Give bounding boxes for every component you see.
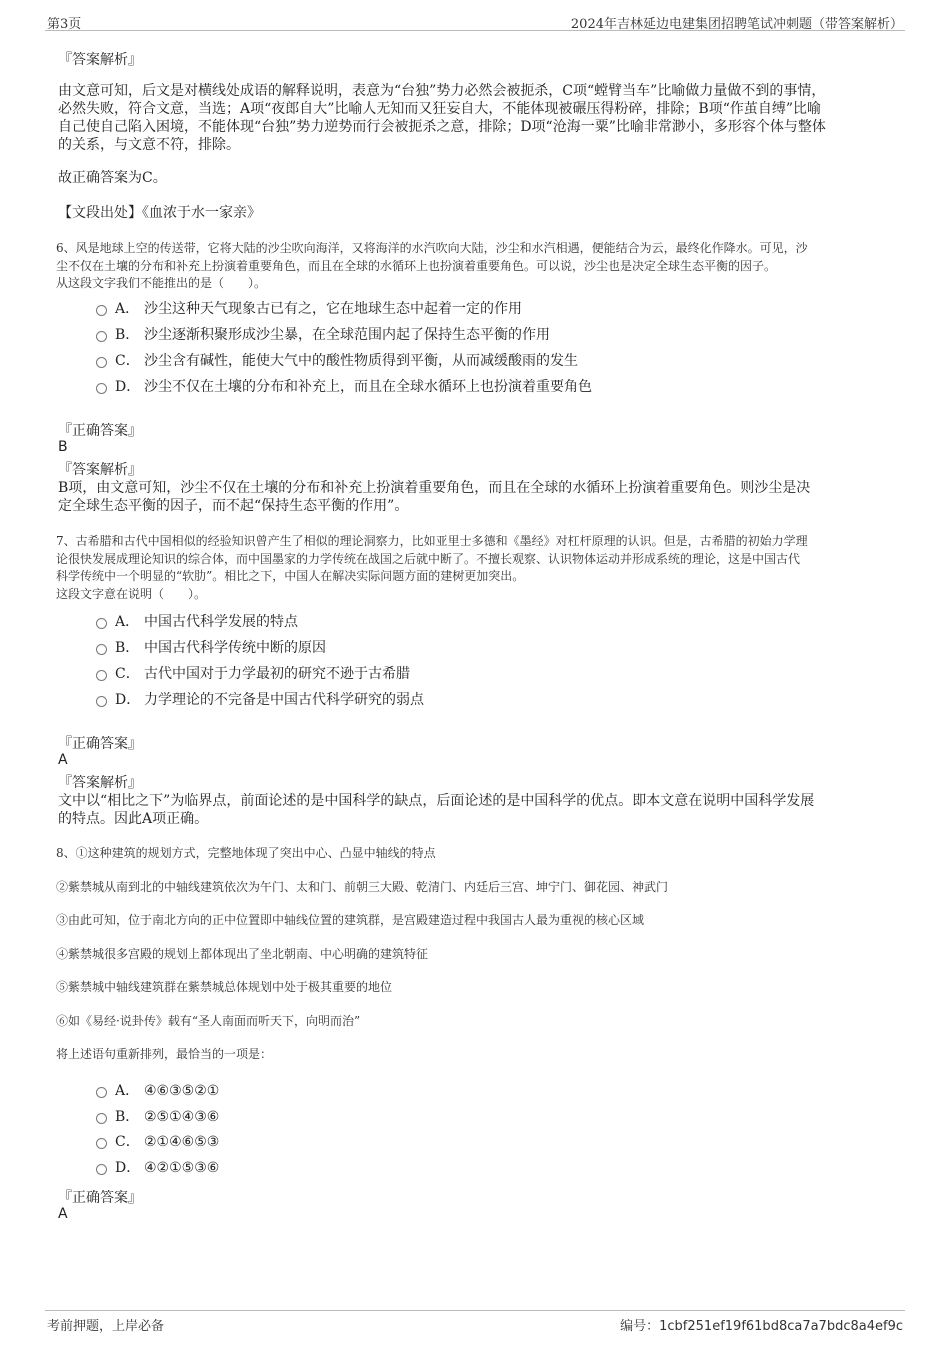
q5-analysis-line: 由文意可知，后文是对横线处成语的解释说明，表意为“台独”势力必然会被扼杀，C项“螳臂当车”比喻做力量做不到的事情，	[58, 83, 826, 99]
option-letter: A．	[115, 614, 140, 630]
q6-analysis-line: 定全球生态平衡的因子，而不起“保持生态平衡的作用”。	[58, 498, 409, 514]
document-code-value: 1cbf251ef19f61bd8ca7a7bdc8a4ef9c	[659, 1319, 903, 1334]
document-title: 2024年吉林延边电建集团招聘笔试冲刺题（带答案解析）	[570, 17, 903, 32]
q8-sentence-5: ⑤紫禁城中轴线建筑群在紫禁城总体规划中处于极其重要的地位	[56, 980, 393, 994]
q6-analysis	[58, 479, 898, 515]
q7-answer-label: 『正确答案』	[58, 736, 142, 752]
radio-icon[interactable]	[96, 696, 107, 707]
page-footer	[45, 1310, 905, 1335]
option-text: 古代中国对于力学最初的研究不逊于古希腊	[144, 666, 410, 682]
option-text: 力学理论的不完备是中国古代科学研究的弱点	[144, 692, 424, 708]
q6-analysis-label: 『答案解析』	[58, 462, 142, 478]
option-letter: D．	[115, 379, 141, 395]
radio-icon[interactable]	[96, 1087, 107, 1098]
option-text: 中国古代科学发展的特点	[144, 614, 298, 630]
option-letter: B．	[115, 327, 140, 343]
option-letter: A．	[115, 301, 140, 317]
q6-stem-line: 从这段文字我们不能推出的是（ ）。	[56, 276, 267, 290]
radio-icon[interactable]	[96, 383, 107, 394]
document-code	[620, 1315, 903, 1334]
radio-icon[interactable]	[96, 305, 107, 316]
q8-sentence-3: ③由此可知，位于南北方向的正中位置即中轴线位置的建筑群，是宫殿建造过程中我国古人最为重视的核心区域	[56, 913, 645, 927]
option-text: 沙尘这种天气现象古已有之，它在地球生态中起着一定的作用	[144, 301, 522, 317]
q8-sentence-1: 8、①这种建筑的规划方式，完整地体现了突出中心、凸显中轴线的特点	[56, 846, 436, 860]
radio-icon[interactable]	[96, 670, 107, 681]
option-text: 沙尘不仅在土壤的分布和补充上，而且在全球水循环上也扮演着重要角色	[144, 379, 592, 395]
q5-analysis-line: 的关系，与文意不符，排除。	[58, 137, 240, 153]
q7-answer: A	[58, 752, 68, 768]
option-letter: C．	[115, 666, 140, 682]
q7-stem-line: 这段文字意在说明（ ）。	[56, 586, 207, 601]
option-letter: C．	[115, 1134, 140, 1150]
q5-analysis-line: 自己使自己陷入困境，不能体现“台独”势力逆势而行会被扼杀之意，排除；D项“沧海一粟”比喻非常渺小，多形容个体与整体	[58, 119, 826, 135]
option-letter: D．	[115, 1160, 141, 1176]
option-letter: D．	[115, 692, 141, 708]
q7-analysis-label: 『答案解析』	[58, 775, 142, 791]
q8-answer: A	[58, 1206, 68, 1222]
document-code-label: 编号：	[620, 1319, 660, 1334]
radio-icon[interactable]	[96, 1138, 107, 1149]
q7-analysis-line: 的特点。因此A项正确。	[58, 811, 209, 827]
q6-answer: B	[58, 439, 68, 455]
option-letter: A．	[115, 1083, 140, 1099]
radio-icon[interactable]	[96, 1164, 107, 1175]
option-text: 沙尘逐渐积聚形成沙尘暴，在全球范围内起了保持生态平衡的作用	[144, 327, 550, 343]
radio-icon[interactable]	[96, 357, 107, 368]
radio-icon[interactable]	[96, 644, 107, 655]
q7-stem-line: 科学传统中一个明显的“软肋”。相比之下，中国人在解决实际问题方面的建树更加突出。	[56, 569, 525, 583]
option-text: ②①④⑥⑤③	[144, 1134, 220, 1150]
q8-sentence-6: ⑥如《易经·说卦传》载有“圣人南面而听天下，向明而治”	[56, 1014, 361, 1028]
radio-icon[interactable]	[96, 618, 107, 629]
option-text: ④②①⑤③⑥	[144, 1160, 220, 1176]
option-text: ④⑥③⑤②①	[144, 1083, 220, 1099]
option-text: 沙尘含有碱性，能使大气中的酸性物质得到平衡，从而减缓酸雨的发生	[144, 353, 578, 369]
q8-prompt: 将上述语句重新排列，最恰当的一项是：	[56, 1047, 273, 1061]
footer-slogan: 考前押题，上岸必备	[47, 1319, 165, 1334]
q6-stem-line: 6、风是地球上空的传送带，它将大陆的沙尘吹向海洋，又将海洋的水汽吹向大陆，沙尘和水汽相遇，便能结合为云，最终化作降水。可见，沙	[56, 241, 808, 255]
radio-icon[interactable]	[96, 331, 107, 342]
q7-stem-line: 7、古希腊和古代中国相似的经验知识曾产生了相似的理论洞察力，比如亚里士多德和《墨经》对杠杆原理的认识。但是，古希腊的初始力学理	[56, 534, 808, 548]
q6-answer-label: 『正确答案』	[58, 423, 142, 439]
q7-analysis	[58, 792, 898, 828]
q6-analysis-line: B项，由文意可知，沙尘不仅在土壤的分布和补充上扮演着重要角色，而且在全球的水循环上扮演着重要角色。则沙尘是决	[58, 480, 811, 496]
option-letter: C．	[115, 353, 140, 369]
q5-source: 【文段出处】《血浓于水一家亲》	[58, 205, 261, 221]
option-letter: B．	[115, 1109, 140, 1125]
q5-analysis	[58, 82, 898, 154]
q5-conclusion: 故正确答案为C。	[58, 170, 167, 186]
q7-stem	[56, 533, 906, 603]
q6-stem	[56, 240, 906, 293]
q7-analysis-line: 文中以“相比之下”为临界点，前面论述的是中国科学的缺点，后面论述的是中国科学的优点。即本文意在说明中国科学发展	[58, 793, 815, 809]
q5-analysis-label: 『答案解析』	[58, 52, 142, 68]
page-header	[45, 10, 905, 31]
page-number: 第3页	[47, 17, 82, 32]
option-letter: B．	[115, 640, 140, 656]
q5-analysis-line: 必然失败，符合文意，当选；A项“夜郎自大”比喻人无知而又狂妄自大，不能体现被碾压得粉碎，排除；B项“作茧自缚”比喻	[58, 101, 822, 117]
q6-stem-line: 尘不仅在土壤的分布和补充上扮演着重要角色，而且在全球的水循环上也扮演着重要角色。可以说，沙尘也是决定全球生态平衡的因子。	[56, 258, 777, 273]
radio-icon[interactable]	[96, 1113, 107, 1124]
q8-sentence-2: ②紫禁城从南到北的中轴线建筑依次为午门、太和门、前朝三大殿、乾清门、内廷后三宫、坤宁门、御花园、神武门	[56, 880, 669, 894]
option-text: 中国古代科学传统中断的原因	[144, 640, 326, 656]
q8-sentence-4: ④紫禁城很多宫殿的规划上都体现出了坐北朝南、中心明确的建筑特征	[56, 947, 429, 961]
q8-answer-label: 『正确答案』	[58, 1190, 142, 1206]
option-text: ②⑤①④③⑥	[144, 1109, 220, 1125]
q7-stem-line: 论很快发展成理论知识的综合体，而中国墨家的力学传统在战国之后就中断了。不擅长观察、认识物体运动并形成系统的理论，这是中国古代	[56, 551, 801, 566]
